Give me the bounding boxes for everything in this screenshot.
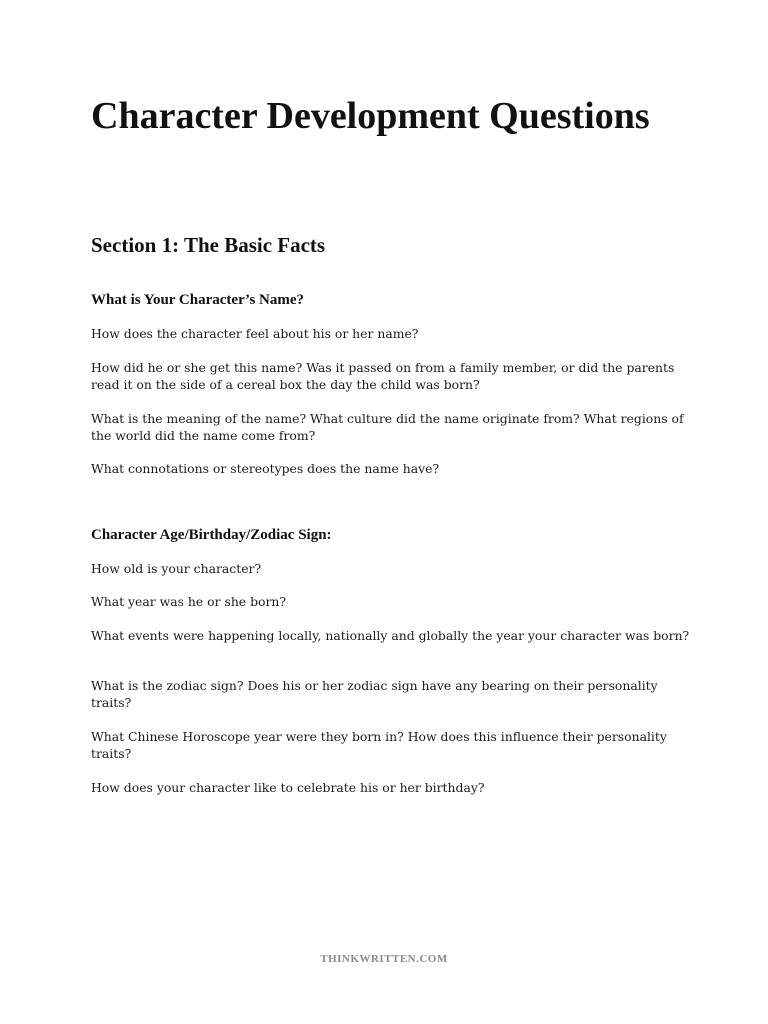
question-paragraph: How does the character feel about his or her name? <box>91 326 419 341</box>
question-paragraph: How did he or she get this name? Was it passed on from a family member, or did the parents read it on the side of a cereal box the day the child was born? <box>91 360 675 392</box>
footer-site-name: THINKWRITTEN.COM <box>320 953 448 965</box>
question-paragraph: What connotations or stereotypes does the name have? <box>91 461 440 476</box>
section-heading: Section 1: The Basic Facts <box>91 233 326 257</box>
page-title: Character Development Questions <box>91 95 650 137</box>
subheading-character-name: What is Your Character’s Name? <box>91 292 305 308</box>
question-paragraph: What Chinese Horoscope year were they born in? How does this influence their personality traits? <box>91 729 667 761</box>
question-paragraph: How old is your character? <box>91 561 262 576</box>
question-paragraph: What is the zodiac sign? Does his or her zodiac sign have any bearing on their personality traits? <box>91 678 658 710</box>
subheading-character-age: Character Age/Birthday/Zodiac Sign: <box>91 527 332 543</box>
question-paragraph: What events were happening locally, nationally and globally the year your character was born? <box>91 628 690 643</box>
question-paragraph: What is the meaning of the name? What culture did the name originate from? What regions of the world did the name come from? <box>91 411 684 443</box>
question-paragraph: How does your character like to celebrate his or her birthday? <box>91 780 485 795</box>
question-paragraph: What year was he or she born? <box>91 594 287 609</box>
